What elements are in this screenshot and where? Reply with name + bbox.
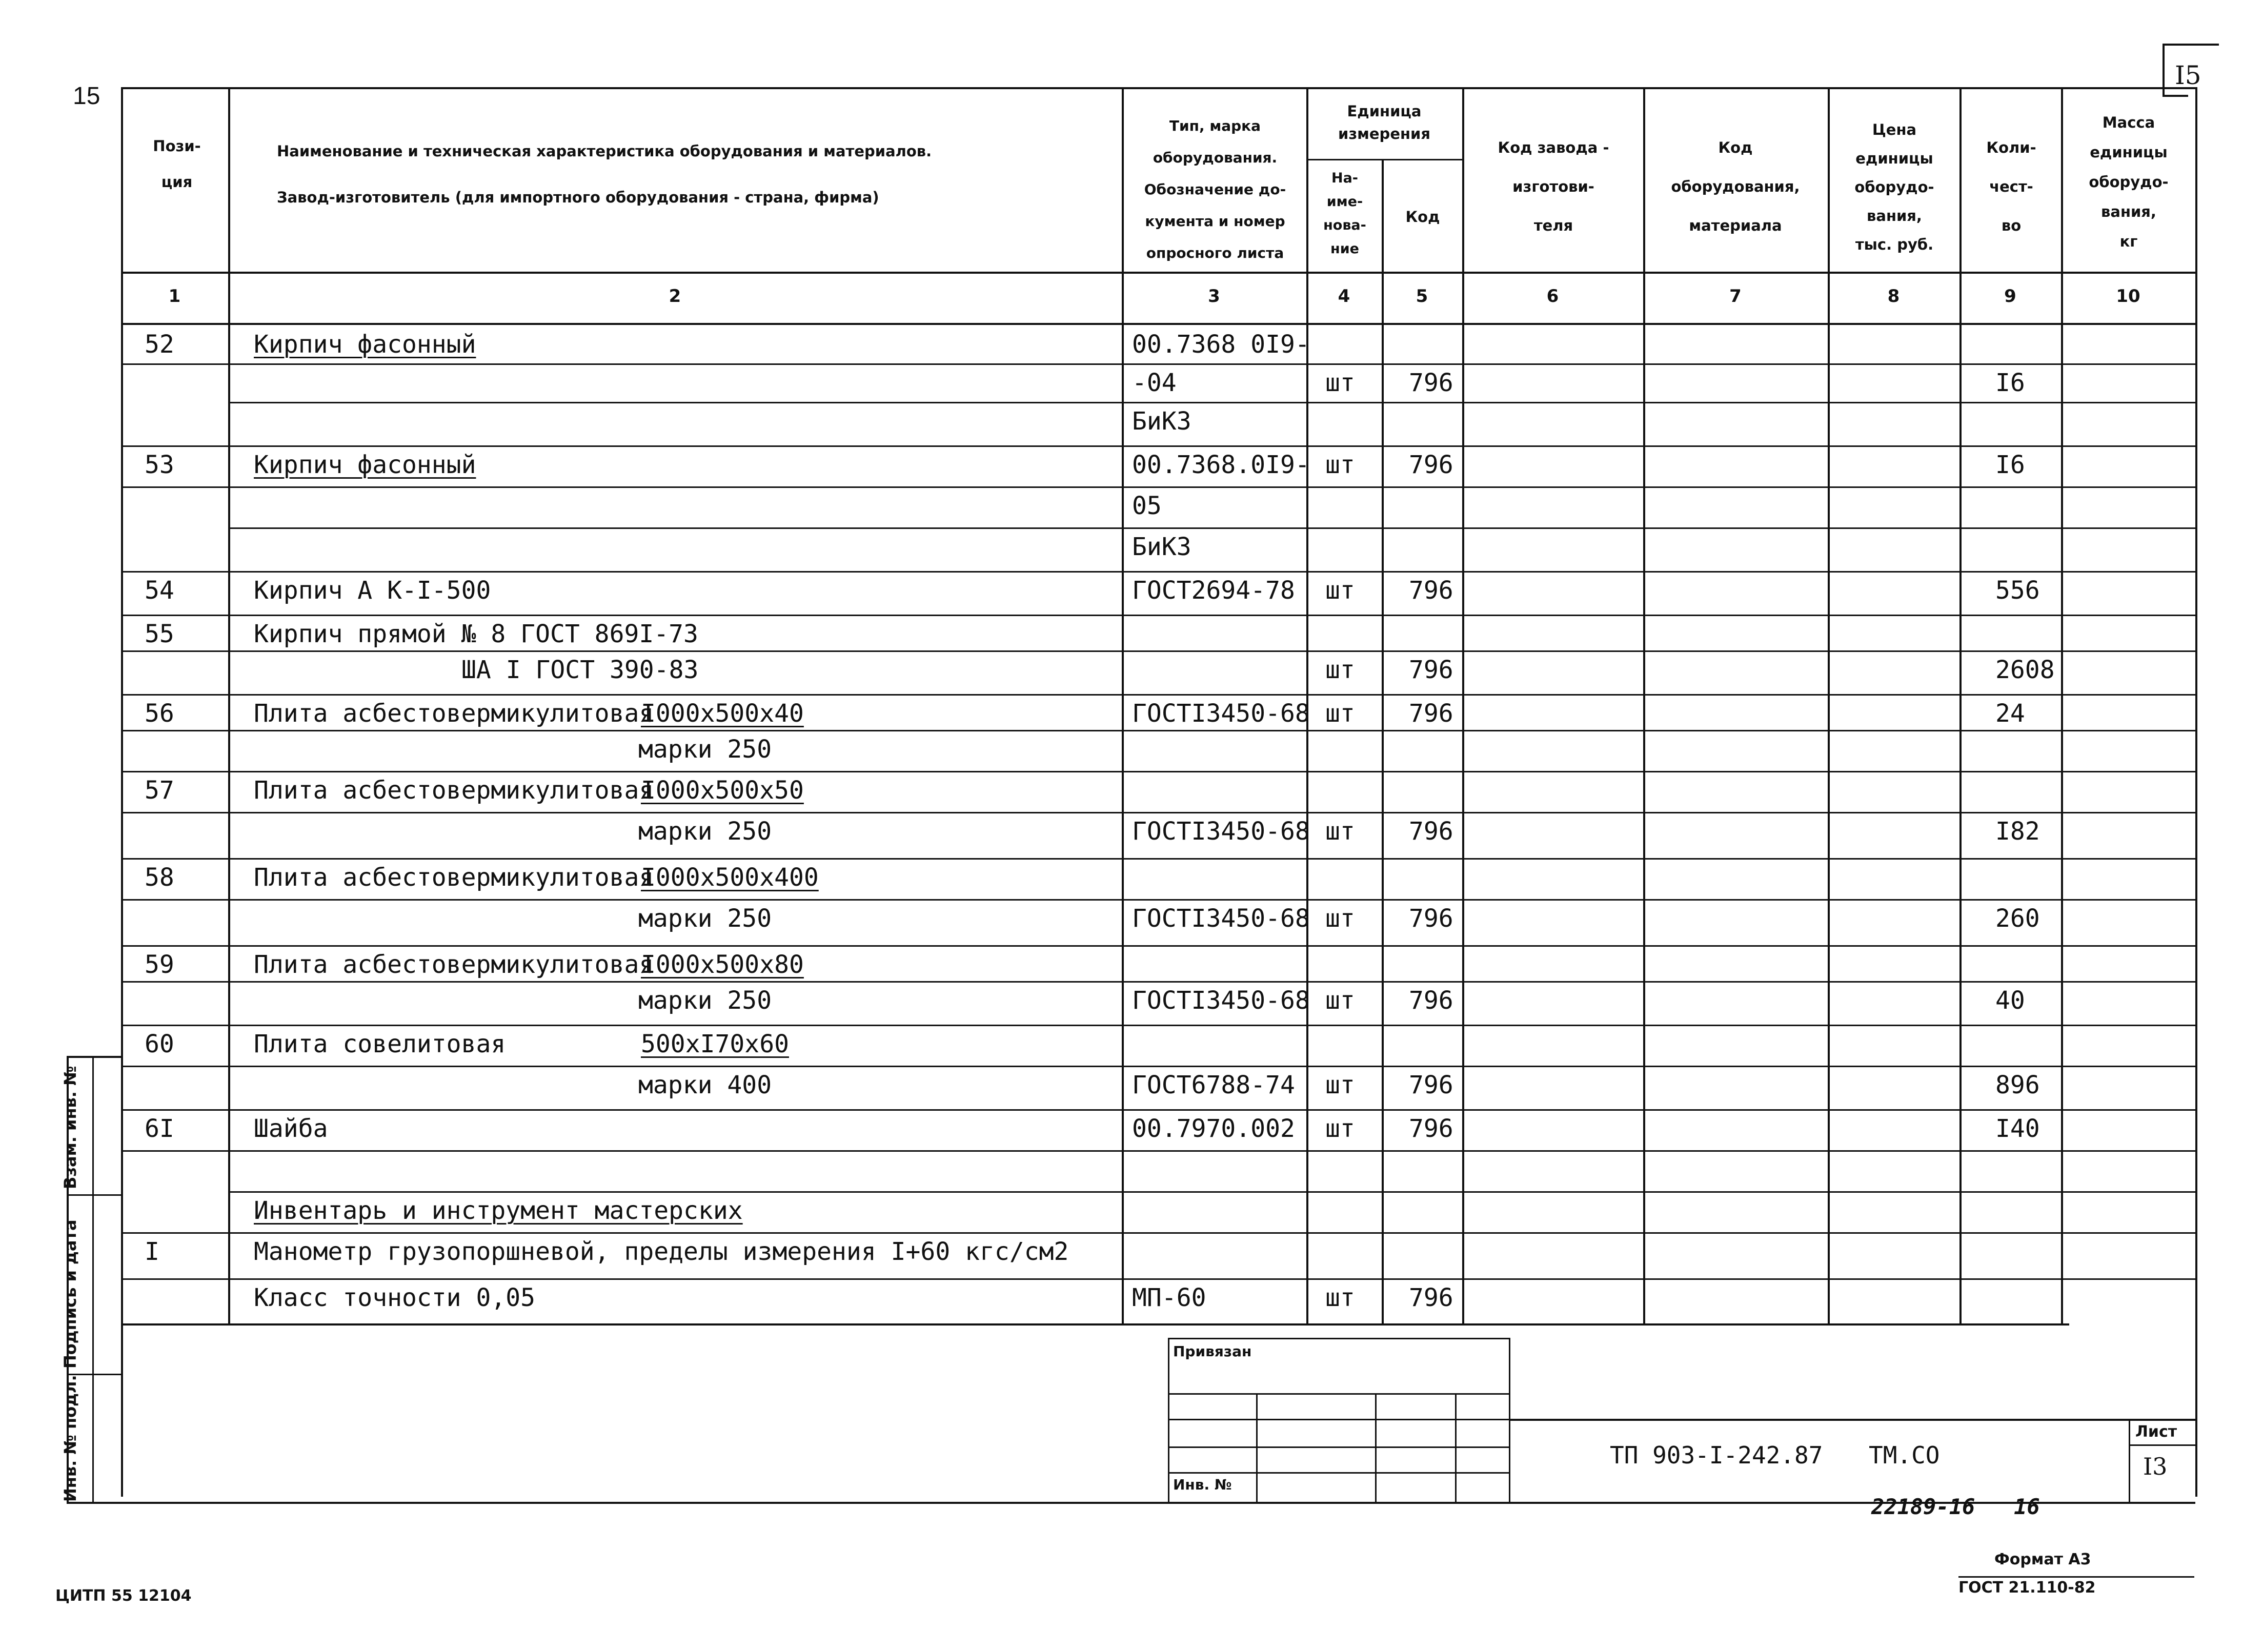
row-position: I: [145, 1237, 159, 1266]
vzam-label: Взам. инв. №: [60, 1066, 80, 1189]
row-position: 59: [145, 950, 174, 979]
doc-code: ТП 903-I-242.87: [1610, 1441, 1823, 1469]
row-type: ГОСТ2694-78: [1132, 576, 1295, 605]
citp-label: ЦИТП 55 12104: [55, 1587, 192, 1605]
row-unit: шт: [1325, 451, 1355, 479]
colnum-5: 5: [1416, 286, 1428, 307]
colnum-7: 7: [1729, 286, 1742, 307]
row-type: ГОСТI3450-68: [1132, 817, 1310, 846]
row-type: 05: [1132, 492, 1162, 520]
row-type: -04: [1132, 369, 1177, 397]
row-name-detail: I000x500x50: [641, 776, 804, 805]
row-type: БиКЗ: [1132, 533, 1191, 561]
row-position: 56: [145, 699, 174, 728]
colnum-10: 10: [2116, 286, 2140, 307]
format-label: Формат А3: [1994, 1551, 2091, 1568]
row-name: Плита совелитовая: [254, 1030, 506, 1058]
table-right-border: [2195, 87, 2197, 1497]
row-unit: шт: [1325, 369, 1355, 397]
header-col2: Наименование и техническая характеристика оборудования и материалов. Завод-изготовитель (для импортного оборудования - страна, фирма): [277, 142, 932, 206]
row-code: 796: [1409, 1283, 1453, 1312]
row-name: Плита асбестовермикулитовая: [254, 863, 654, 892]
header-col3: Тип, марка оборудования. Обозначение до- кумента и номер опросного листа: [1144, 117, 1286, 261]
header-col7: Код оборудования, материала: [1671, 139, 1800, 234]
row-quantity: 556: [1995, 576, 2040, 605]
row-unit: шт: [1325, 904, 1355, 933]
row-unit: шт: [1325, 1114, 1355, 1143]
row-code: 796: [1409, 656, 1453, 684]
row-name-detail: I000x500x80: [641, 950, 804, 979]
row-code: 796: [1409, 986, 1453, 1015]
table-body-bottom: [121, 1323, 2069, 1325]
row-position: 58: [145, 863, 174, 892]
row-name-detail: марки 250: [638, 735, 772, 764]
row-unit: шт: [1325, 576, 1355, 605]
row-name: Кирпич фасонный: [254, 451, 476, 479]
header-bottom-border: [121, 272, 2195, 274]
inv-podl-label: Инв. № подл.: [60, 1375, 80, 1502]
row-type: 00.7368.0I9-: [1132, 451, 1310, 479]
row-name-detail: марки 250: [638, 817, 772, 846]
colnum-9: 9: [2004, 286, 2016, 307]
page-number-left: 15: [73, 83, 100, 110]
row-unit: шт: [1325, 1071, 1355, 1099]
row-name-detail: ША I ГОСТ 390-83: [461, 656, 699, 684]
inv-no-label: Инв. №: [1173, 1476, 1232, 1493]
header-col8: Цена единицы оборудо- вания, тыс. руб.: [1854, 121, 1934, 253]
row-code: 796: [1409, 576, 1453, 605]
sheet-label: Лист: [2135, 1423, 2177, 1441]
colnum-8: 8: [1887, 286, 1900, 307]
row-unit: шт: [1325, 656, 1355, 684]
header-col4: На- име- нова- ние: [1323, 170, 1366, 257]
row-unit: шт: [1325, 817, 1355, 846]
row-name: Плита асбестовермикулитовая: [254, 950, 654, 979]
row-name-detail: марки 250: [638, 986, 772, 1015]
row-code: 796: [1409, 1071, 1453, 1099]
row-position: 53: [145, 451, 174, 479]
doc-suffix: ТМ.СО: [1869, 1441, 1940, 1469]
header-col9: Коли- чест- во: [1986, 139, 2036, 234]
row-name-detail: марки 250: [638, 904, 772, 933]
row-name-detail: марки 400: [638, 1071, 772, 1099]
row-type: ГОСТI3450-68: [1132, 904, 1310, 933]
colnum-6: 6: [1546, 286, 1559, 307]
row-quantity: 2608: [1995, 656, 2055, 684]
row-quantity: I40: [1995, 1114, 2040, 1143]
colnum-3: 3: [1208, 286, 1220, 307]
row-position: 60: [145, 1030, 174, 1058]
row-type: 00.7970.002: [1132, 1114, 1295, 1143]
page-number-right: I5: [2175, 60, 2201, 90]
row-name: Инвентарь и инструмент мастерских: [254, 1196, 743, 1225]
row-name-detail: I000x500x400: [641, 863, 819, 892]
row-unit: шт: [1325, 1283, 1355, 1312]
row-name: Шайба: [254, 1114, 328, 1143]
header-col10: Масса единицы оборудо- вания, кг: [2089, 114, 2169, 250]
row-quantity: I6: [1995, 369, 2025, 397]
row-unit: шт: [1325, 699, 1355, 728]
sheet-number: I3: [2143, 1453, 2168, 1480]
header-units: Единица измерения: [1338, 103, 1430, 142]
header-col6: Код завода - изготови- теля: [1498, 139, 1609, 234]
row-type: ГОСТI3450-68: [1132, 986, 1310, 1015]
row-position: 52: [145, 330, 174, 359]
row-quantity: 40: [1995, 986, 2025, 1015]
row-name: Кирпич фасонный: [254, 330, 476, 359]
row-code: 796: [1409, 451, 1453, 479]
row-unit: шт: [1325, 986, 1355, 1015]
row-code: 796: [1409, 904, 1453, 933]
row-quantity: 896: [1995, 1071, 2040, 1099]
row-code: 796: [1409, 369, 1453, 397]
row-quantity: I6: [1995, 451, 2025, 479]
row-name: Плита асбестовермикулитовая: [254, 776, 654, 805]
podpis-label: Подпись и дата: [60, 1219, 80, 1369]
gost-label: ГОСТ 21.110-82: [1958, 1579, 2096, 1597]
row-quantity: 260: [1995, 904, 2040, 933]
row-type: ГОСТ6788-74: [1132, 1071, 1295, 1099]
row-quantity: 24: [1995, 699, 2025, 728]
row-code: 796: [1409, 699, 1453, 728]
row-name: Плита асбестовермикулитовая: [254, 699, 654, 728]
row-type: ГОСТI3450-68: [1132, 699, 1310, 728]
colnum-4: 4: [1338, 286, 1350, 307]
header-col5: Код: [1405, 208, 1440, 226]
row-position: 55: [145, 620, 174, 648]
colnum-2: 2: [669, 286, 681, 307]
row-position: 6I: [145, 1114, 174, 1143]
row-name-detail: I000x500x40: [641, 699, 804, 728]
row-type: 00.7368 0I9-: [1132, 330, 1310, 359]
handwritten-number: 22189-16 16: [1871, 1494, 2040, 1519]
colnum-1: 1: [168, 286, 181, 307]
header-col1: Пози- ция: [153, 137, 201, 191]
row-position: 54: [145, 576, 174, 605]
row-name: Кирпич А К-I-500: [254, 576, 491, 605]
row-code: 796: [1409, 1114, 1453, 1143]
row-name: Кирпич прямой № 8 ГОСТ 869I-73: [254, 620, 698, 648]
row-name: Манометр грузопоршневой, пределы измерения I+60 кгс/см2: [254, 1237, 1069, 1266]
row-name: Класс точности 0,05: [254, 1283, 536, 1312]
row-type: МП-60: [1132, 1283, 1206, 1312]
table-top-border: [121, 87, 2195, 89]
row-name-detail: 500xI70x60: [641, 1030, 789, 1058]
row-code: 796: [1409, 817, 1453, 846]
privyazan-label: Привязан: [1173, 1343, 1252, 1360]
row-position: 57: [145, 776, 174, 805]
row-quantity: I82: [1995, 817, 2040, 846]
row-type: БиКЗ: [1132, 407, 1191, 436]
colnum-bottom-border: [121, 323, 2195, 325]
